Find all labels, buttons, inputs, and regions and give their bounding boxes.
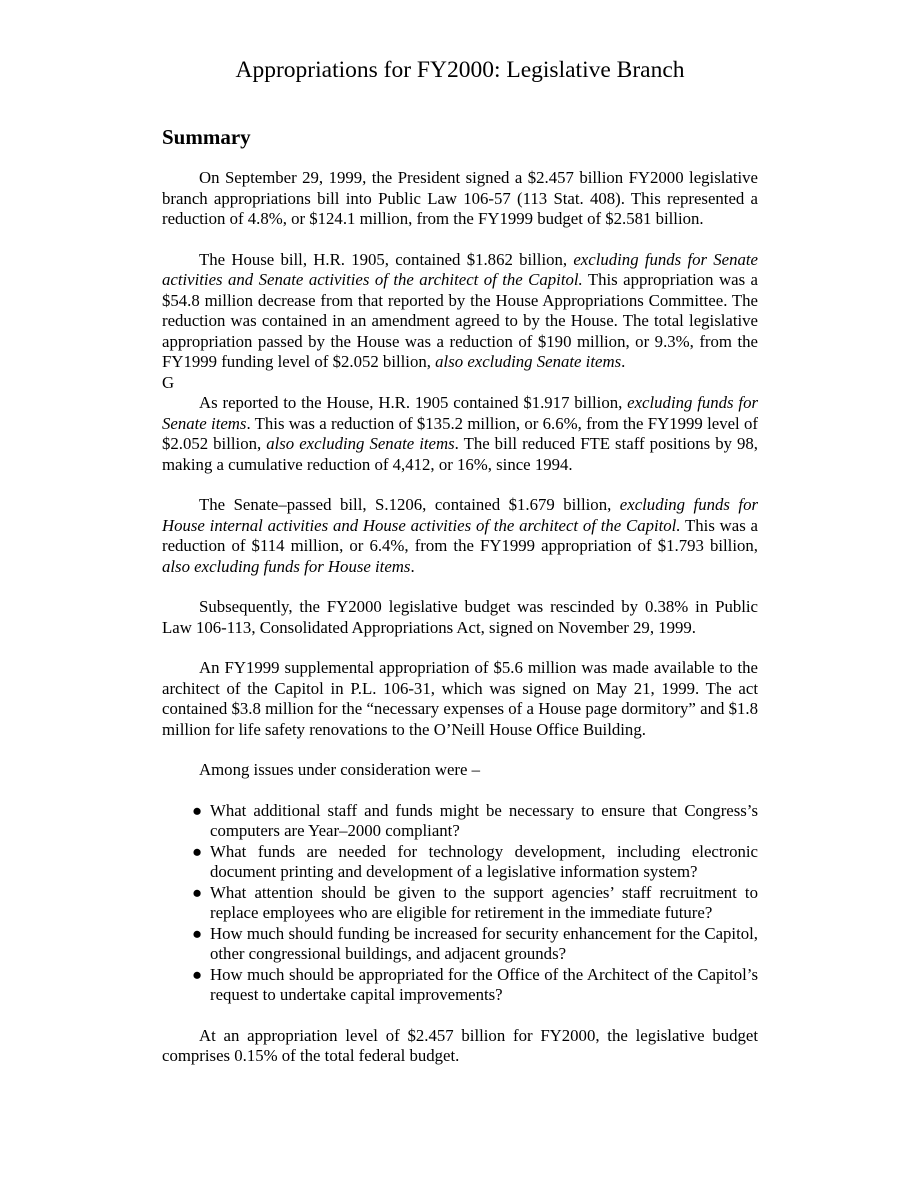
document-page	[162, 55, 759, 1065]
paragraph-supplemental: An FY1999 supplemental appropriation of $5.6 million was made available to the architect of the Capitol in P.L. 106-31, which was signed on May 21, 1999. The act contained $3.8 million for the “necessary expenses of a House page dormitory” and $1.8 million for life safety renovations to the O’Neill House Office Building.	[162, 658, 758, 739]
issues-list	[162, 801, 758, 1006]
bullet-icon: ●	[192, 882, 203, 902]
list-item	[162, 924, 758, 965]
italic-run: also excluding funds for House items	[162, 556, 411, 576]
bullet-icon: ●	[192, 800, 203, 820]
list-item-text: What attention should be given to the support agencies’ staff recruitment to replace employees who are eligible for retirement in the immediate future?	[210, 882, 758, 922]
text-run: The House bill, H.R. 1905, contained $1.862 billion,	[199, 249, 574, 269]
italic-run: also excluding Senate items	[435, 352, 622, 371]
paragraph-house-bill	[162, 250, 758, 373]
page-title: Appropriations for FY2000: Legislative Branch	[235, 57, 685, 83]
text-run: .	[410, 556, 415, 576]
list-item-text: What funds are needed for technology development, including electronic document printing and development of a legislative information system?	[210, 841, 758, 881]
italic-run: excluding funds for House internal activities and House activities of the architect of the Capitol.	[162, 495, 759, 535]
italic-run: excluding funds for Senate activities and Senate activities of the architect of the Capitol.	[162, 249, 759, 289]
bullet-icon: ●	[192, 964, 203, 984]
paragraph-federal-share: At an appropriation level of $2.457 billion for FY2000, the legislative budget comprises 0.15% of the total federal budget.	[162, 1025, 758, 1065]
paragraph-rescission: Subsequently, the FY2000 legislative budget was rescinded by 0.38% in Public Law 106-113, Consolidated Appropriations Act, signed on November 29, 1999.	[162, 597, 758, 637]
bullet-icon: ●	[192, 923, 203, 943]
list-item-text: What additional staff and funds might be necessary to ensure that Congress’s computers are Year–2000 compliant?	[210, 800, 758, 840]
text-run: . The bill reduced FTE staff positions by 98, making a cumulative reduction of 4,412, or 16%, since 1994.	[162, 434, 759, 474]
stray-character: G	[162, 372, 175, 392]
paragraph-house-reported	[162, 393, 758, 475]
paragraph-issues-intro: Among issues under consideration were –	[199, 760, 481, 779]
text-run: . This was a reduction of $135.2 million, or 6.6%, from the FY1999 level of $2.052 billion,	[162, 413, 758, 453]
paragraph-enactment: On September 29, 1999, the President signed a $2.457 billion FY2000 legislative branch appropriations bill into Public Law 106-57 (113 Stat. 408). This represented a reduction of 4.8%, or $124.1 million, from the FY1999 budget of $2.581 billion.	[162, 168, 758, 228]
text-run: This was a reduction of $114 million, or 6.4%, from the FY1999 appropriation of $1.793 billion,	[162, 515, 758, 555]
text-run: This appropriation was a $54.8 million decrease from that reported by the House Appropriations Committee. The reduction was contained in an amendment agreed to by the House. The total legislative appropriation passed by the House was a reduction of $190 million, or 9.3%, from the FY1999 funding level of $2.052 billion,	[162, 270, 758, 371]
summary-heading: Summary	[162, 125, 251, 149]
summary-body	[162, 168, 758, 1087]
text-run: The Senate–passed bill, S.1206, contained $1.679 billion,	[199, 495, 620, 514]
list-item	[162, 965, 758, 1006]
italic-run: excluding funds for Senate items	[162, 393, 758, 433]
text-run: .	[621, 352, 626, 371]
bullet-icon: ●	[192, 841, 203, 861]
list-item-text: How much should funding be increased for security enhancement for the Capitol, other congressional buildings, and adjacent grounds?	[210, 923, 758, 963]
italic-run: also excluding Senate items	[266, 434, 455, 453]
paragraph-senate-bill	[162, 495, 758, 577]
list-item	[162, 883, 758, 924]
list-item	[162, 801, 758, 842]
list-item-text: How much should be appropriated for the Office of the Architect of the Capitol’s request to undertake capital improvements?	[210, 964, 758, 1004]
list-item	[162, 842, 758, 883]
text-run: As reported to the House, H.R. 1905 contained $1.917 billion,	[199, 393, 628, 412]
